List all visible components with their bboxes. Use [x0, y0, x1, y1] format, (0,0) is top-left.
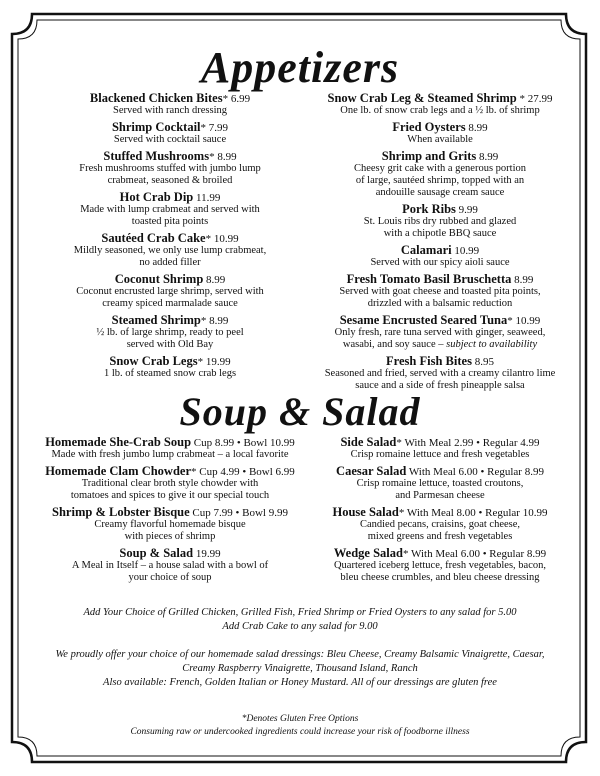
- item-name: Soup & Salad: [119, 546, 194, 560]
- item-name: Fresh Tomato Basil Bruschetta: [346, 272, 512, 286]
- item-name: Caesar Salad: [336, 464, 407, 478]
- item-description: toasted pita points: [131, 216, 209, 227]
- appetizer-item: [40, 355, 300, 380]
- item-name: Side Salad: [340, 435, 397, 449]
- salad-item: [305, 436, 575, 461]
- soup-item: [35, 465, 305, 502]
- item-description: Made with fresh jumbo lump crabmeat – a local favorite: [51, 449, 289, 460]
- item-description: St. Louis ribs dry rubbed and glazed: [363, 216, 517, 227]
- item-description: Served with cocktail sauce: [113, 134, 227, 145]
- soup-item: [35, 436, 305, 461]
- item-description: Crisp romaine lettuce and fresh vegetables: [350, 449, 530, 460]
- availability-note: – subject to availability: [435, 339, 538, 350]
- item-name: Sautéed Crab Cake: [101, 231, 206, 245]
- item-name: Shrimp Cocktail: [111, 120, 201, 134]
- item-name: Calamari: [400, 243, 452, 257]
- appetizer-item: [40, 121, 300, 146]
- appetizer-item: [305, 92, 575, 117]
- addon-line: Add Crab Cake to any salad for 9.00: [222, 621, 378, 632]
- item-description: drizzled with a balsamic reduction: [367, 298, 513, 309]
- item-description: wasabi, and soy sauce – subject to availability: [342, 339, 538, 350]
- item-description: tomatoes and spices to give it our special touch: [70, 490, 270, 501]
- item-price: 19.99: [193, 548, 221, 560]
- item-name: Hot Crab Dip: [119, 190, 194, 204]
- item-price: 11.99: [193, 192, 221, 204]
- item-description: Served with ranch dressing: [112, 105, 227, 116]
- item-name: Wedge Salad: [333, 546, 403, 560]
- item-description: your choice of soup: [128, 572, 212, 583]
- item-price: 8.95: [471, 356, 494, 368]
- item-description: Candied pecans, craisins, goat cheese,: [359, 519, 521, 530]
- item-price: Cup 7.99 • Bowl 9.99: [189, 507, 288, 519]
- item-description: served with Old Bay: [126, 339, 214, 350]
- appetizer-item: [40, 92, 300, 117]
- item-name: Shrimp and Grits: [381, 149, 477, 163]
- appetizer-item: [305, 273, 575, 310]
- item-description: Mildly seasoned, we only use lump crabmeat,: [73, 245, 267, 256]
- item-price: * 7.99: [200, 122, 229, 134]
- item-price: 9.99: [455, 204, 478, 216]
- appetizer-item: [40, 273, 300, 310]
- appetizer-item: [305, 314, 575, 351]
- item-description: Coconut encrusted large shrimp, served with: [76, 286, 264, 297]
- addon-line: Add Your Choice of Grilled Chicken, Grilled Fish, Fried Shrimp or Fried Oysters to any salad for 5.00: [83, 607, 517, 618]
- salad-item: [305, 506, 575, 543]
- soup-item: [35, 547, 305, 584]
- item-description: Only fresh, rare tuna served with ginger, seaweed,: [334, 327, 546, 338]
- item-name: Stuffed Mushrooms: [103, 149, 210, 163]
- dressing-note: [0, 648, 600, 690]
- item-price: * Cup 4.99 • Bowl 6.99: [191, 466, 295, 478]
- item-description: and Parmesan cheese: [395, 490, 485, 501]
- item-description: Crisp romaine lettuce, toasted croutons,: [356, 478, 524, 489]
- soups-column: [35, 436, 305, 588]
- item-description: Creamy flavorful homemade bisque: [94, 519, 246, 530]
- item-description: Served with goat cheese and toasted pita points,: [339, 286, 541, 297]
- appetizer-item: [305, 203, 575, 240]
- item-description: andouille sausage cream sauce: [375, 187, 505, 198]
- dressing-line: Also available: French, Golden Italian or Honey Mustard. All of our dressings are gluten free: [103, 677, 497, 688]
- appetizer-item: [305, 150, 575, 199]
- item-description: 1 lb. of steamed snow crab legs: [103, 368, 237, 379]
- item-description: Served with our spicy aioli sauce: [370, 257, 510, 268]
- item-name: Fresh Fish Bites: [386, 354, 472, 368]
- soup-salad-heading: Soup & Salad: [179, 389, 421, 434]
- appetizer-item: [40, 150, 300, 187]
- addon-note: [0, 606, 600, 634]
- item-name: Steamed Shrimp: [111, 313, 201, 327]
- item-description: with pieces of shrimp: [124, 531, 216, 542]
- item-price: * 10.99: [507, 315, 541, 327]
- item-name: Homemade Clam Chowder: [45, 464, 192, 478]
- item-name: Sesame Encrusted Seared Tuna: [339, 313, 508, 327]
- appetizers-left-column: [40, 92, 300, 384]
- item-description: Fresh mushrooms stuffed with jumbo lump: [79, 163, 261, 174]
- item-name: House Salad: [332, 505, 399, 519]
- dressing-line: We proudly offer your choice of our homemade salad dressings: Bleu Cheese, Creamy Balsamic Vinaigrette, Caesar,: [55, 649, 545, 660]
- item-description: mixed greens and fresh vegetables: [367, 531, 513, 542]
- appetizers-heading: Appetizers: [200, 43, 400, 92]
- item-price: * 6.99: [222, 93, 251, 105]
- item-description: no added filler: [139, 257, 201, 268]
- item-description: creamy spiced marmalade sauce: [102, 298, 238, 309]
- item-description: with a chipotle BBQ sauce: [383, 228, 497, 239]
- item-price: Cup 8.99 • Bowl 10.99: [191, 437, 295, 449]
- appetizer-item: [305, 355, 575, 392]
- item-name: Homemade She-Crab Soup: [45, 435, 192, 449]
- item-price: * With Meal 2.99 • Regular 4.99: [396, 437, 540, 449]
- item-description: ½ lb. of large shrimp, ready to peel: [96, 327, 244, 338]
- item-price: * With Meal 8.00 • Regular 10.99: [398, 507, 548, 519]
- item-description: Quartered iceberg lettuce, fresh vegetables, bacon,: [333, 560, 547, 571]
- salad-item: [305, 465, 575, 502]
- item-price: * 8.99: [209, 151, 237, 163]
- item-name: Coconut Shrimp: [114, 272, 204, 286]
- item-description: bleu cheese crumbles, and bleu cheese dressing: [340, 572, 540, 583]
- item-price: * 27.99: [516, 93, 553, 105]
- soup-item: [35, 506, 305, 543]
- footer: [0, 713, 600, 739]
- item-description: Made with lump crabmeat and served with: [80, 204, 260, 215]
- dressing-line: Creamy Raspberry Vinaigrette, Thousand Island, Ranch: [182, 663, 418, 674]
- item-price: * With Meal 6.00 • Regular 8.99: [402, 548, 547, 560]
- item-description: A Meal in Itself – a house salad with a bowl of: [71, 560, 269, 571]
- item-price: 8.99: [203, 274, 226, 286]
- item-price: 8.99: [476, 151, 499, 163]
- appetizer-item: [40, 232, 300, 269]
- item-price: * 10.99: [205, 233, 239, 245]
- item-name: Pork Ribs: [402, 202, 456, 216]
- item-description: Seasoned and fried, served with a creamy cilantro lime: [324, 368, 556, 379]
- gluten-free-note: *Denotes Gluten Free Options: [241, 714, 359, 724]
- appetizers-right-column: [305, 92, 575, 396]
- appetizer-item: [305, 244, 575, 269]
- item-name: Blackened Chicken Bites: [89, 91, 223, 105]
- item-name: Snow Crab Legs: [109, 354, 198, 368]
- salad-item: [305, 547, 575, 584]
- appetizer-item: [40, 191, 300, 228]
- item-price: 10.99: [451, 245, 480, 257]
- item-price: * 19.99: [197, 356, 231, 368]
- item-name: Snow Crab Leg & Steamed Shrimp: [327, 91, 517, 105]
- item-description: When available: [407, 134, 473, 145]
- appetizer-item: [40, 314, 300, 351]
- raw-food-warning: Consuming raw or undercooked ingredients could increase your risk of foodborne illness: [130, 727, 470, 737]
- item-price: * 8.99: [200, 315, 229, 327]
- item-price: With Meal 6.00 • Regular 8.99: [406, 466, 544, 478]
- item-description: Cheesy grit cake with a generous portion: [353, 163, 527, 174]
- salads-column: [305, 436, 575, 588]
- item-description: crabmeat, seasoned & broiled: [107, 175, 233, 186]
- item-name: Shrimp & Lobster Bisque: [52, 505, 190, 519]
- item-price: 8.99: [511, 274, 534, 286]
- appetizer-item: [305, 121, 575, 146]
- item-price: 8.99: [465, 122, 488, 134]
- item-description: sauce and a side of fresh pineapple salsa: [355, 380, 525, 391]
- item-name: Fried Oysters: [392, 120, 466, 134]
- item-description: One lb. of snow crab legs and a ½ lb. of shrimp: [340, 105, 540, 116]
- item-description: Traditional clear broth style chowder with: [81, 478, 259, 489]
- item-description: of large, sautéed shrimp, topped with an: [355, 175, 525, 186]
